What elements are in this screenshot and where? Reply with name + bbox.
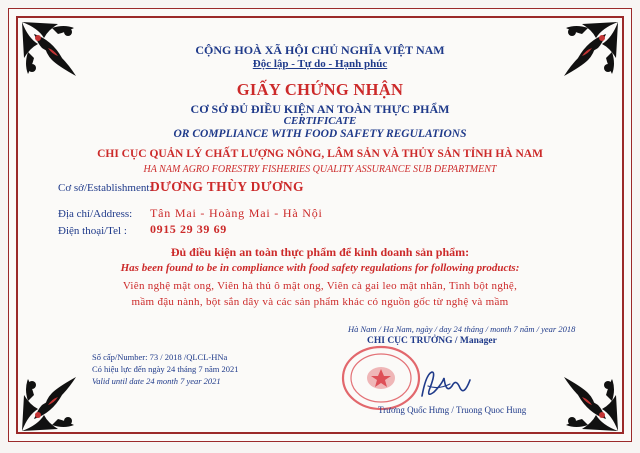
certificate-subtitle: CƠ SỞ ĐỦ ĐIỀU KIỆN AN TOÀN THỰC PHẨM	[190, 102, 450, 116]
phone-value: 0915 29 39 69	[150, 222, 227, 236]
corner-ornament-icon	[550, 363, 622, 435]
certificate-number: Số cấp/Number: 73 / 2018 /QLCL-HNa	[92, 352, 228, 362]
establishment-value: DƯƠNG THÙY DƯƠNG	[150, 179, 304, 194]
certificate-subtitle-en: OR COMPLIANCE WITH FOOD SAFETY REGULATIONS	[173, 128, 467, 140]
valid-until-en: Valid until date 24 month 7 year 2021	[92, 376, 221, 386]
handwritten-signature	[416, 366, 474, 402]
signer-name: Trương Quốc Hưng / Truong Quoc Hung	[378, 405, 527, 415]
issuing-department: CHI CỤC QUẢN LÝ CHẤT LƯỢNG NÔNG, LÂM SẢN VÀ THỦY SẢN TỈNH HÀ NAM	[97, 148, 543, 160]
phone-label: Điện thoại/Tel :	[58, 225, 127, 237]
official-seal-icon	[340, 344, 422, 412]
manager-title: CHI CỤC TRƯỞNG / Manager	[367, 336, 497, 346]
establishment-label: Cơ sở/Establishment:	[58, 182, 153, 194]
national-motto: Độc lập - Tự do - Hạnh phúc	[252, 58, 388, 70]
products-line-2: mầm đậu nành, bột sắn dây và các sản phẩm khác có nguồn gốc từ nghệ và mầm	[131, 296, 509, 308]
products-line-1: Viên nghệ mật ong, Viên hà thủ ô mật ong, Viên cà gai leo mật nhân, Tinh bột nghệ,	[122, 280, 518, 292]
address-value: Tân Mai - Hoàng Mai - Hà Nội	[150, 206, 323, 220]
eligibility-statement: Đủ điều kiện an toàn thực phẩm để kinh doanh sản phẩm:	[170, 245, 470, 259]
valid-until-vn: Có hiệu lực đến ngày 24 tháng 7 năm 2021	[92, 364, 239, 374]
corner-ornament-icon	[18, 363, 90, 435]
eligibility-statement-en: Has been found to be in compliance with food safety regulations for following products:	[120, 262, 520, 274]
issuing-department-en: HA NAM AGRO FORESTRY FISHERIES QUALITY ASSURANCE SUB DEPARTMENT	[143, 164, 497, 175]
certificate-title: GIẤY CHỨNG NHẬN	[236, 80, 404, 99]
country-name: CỘNG HOÀ XÃ HỘI CHỦ NGHĨA VIỆT NAM	[195, 43, 445, 57]
certificate-title-en: CERTIFICATE	[283, 115, 357, 127]
address-label: Địa chỉ/Address:	[58, 208, 133, 220]
issue-date: Hà Nam / Ha Nam, ngày / day 24 tháng / month 7 năm / year 2018	[348, 324, 576, 334]
